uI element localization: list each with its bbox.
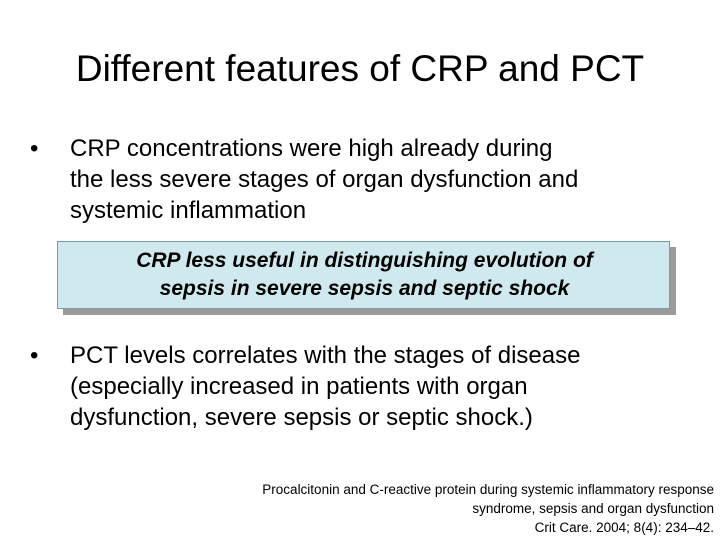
bullet-line: the less severe stages of organ dysfunction and: [70, 166, 579, 193]
bullet-line: PCT levels correlates with the stages of disease: [70, 342, 581, 369]
bullet-line: (especially increased in patients with organ: [70, 373, 528, 400]
callout-line: sepsis in severe sepsis and septic shock: [159, 277, 570, 300]
bullet-text: [70, 133, 700, 226]
reference-citation: [114, 480, 714, 537]
slide-title: Different features of CRP and PCT: [75, 48, 645, 89]
reference-line: Crit Care. 2004; 8(4): 234–42.: [534, 520, 714, 535]
bullet-line: dysfunction, severe sepsis or septic shock.): [70, 404, 533, 431]
bullet-line: systemic inflammation: [70, 197, 307, 224]
bullet-point-icon: •: [30, 342, 39, 369]
callout-box: [57, 241, 670, 309]
reference-line: syndrome, sepsis and organ dysfunction: [472, 501, 714, 516]
bullet-line: CRP concentrations were high already during: [70, 135, 553, 162]
reference-line: Procalcitonin and C-reactive protein during systemic inflammatory response: [262, 482, 714, 497]
callout-line: CRP less useful in distinguishing evolution of: [136, 249, 593, 272]
bullet-text: [70, 340, 700, 433]
callout-text: [58, 247, 671, 303]
bullet-point-icon: •: [30, 135, 39, 162]
